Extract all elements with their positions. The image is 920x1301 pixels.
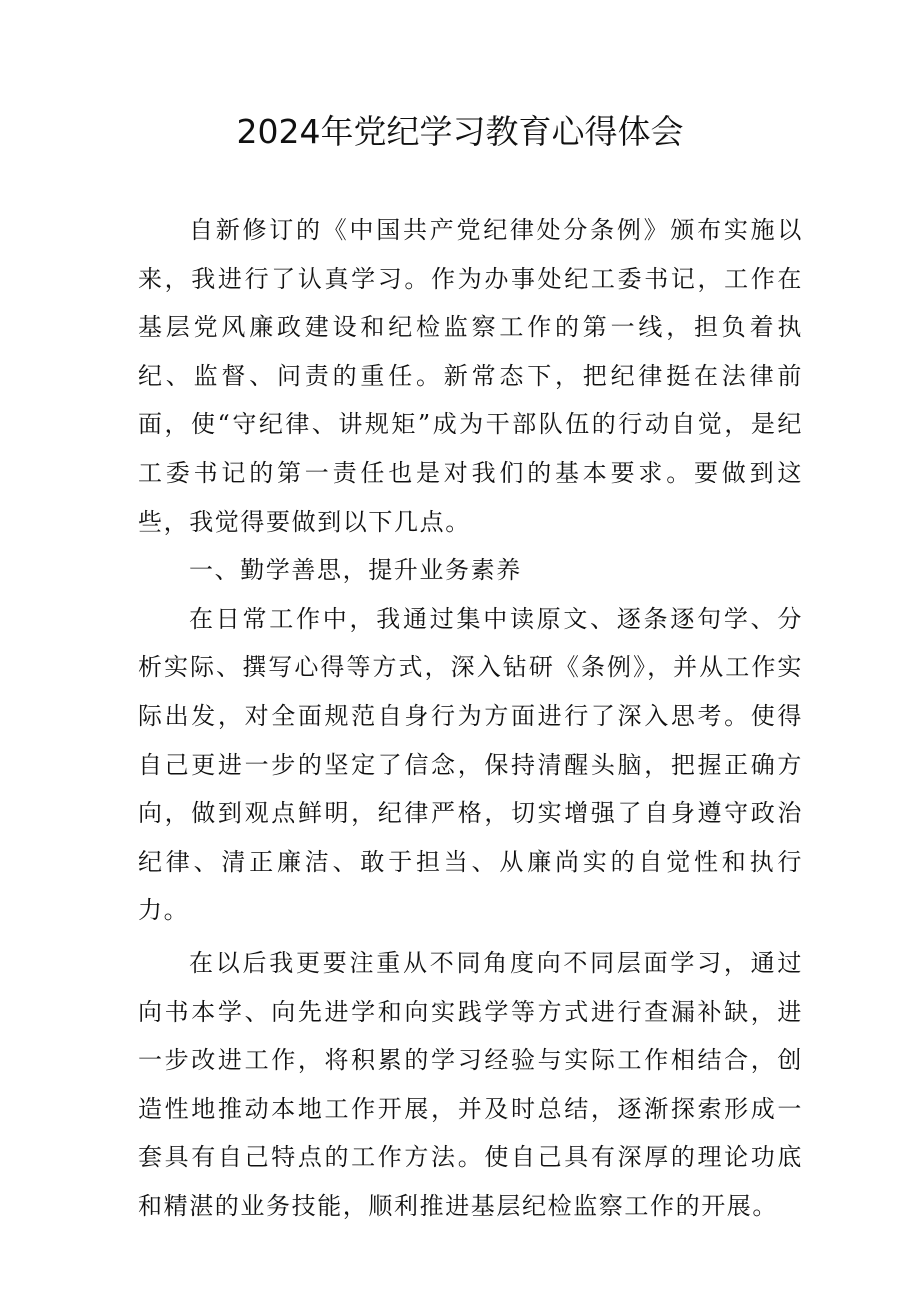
paragraph-intro: 自新修订的《中国共产党纪律处分条例》颁布实施以来，我进行了认真学习。作为办事处纪工委书记，工作在基层党风廉政建设和纪检监察工作的第一线，担负着执纪、监督、问责的重任。新常态下，把纪律挺在法律前面，使“守纪律、讲规矩”成为干部队伍的行动自觉，是纪工委书记的第一责任也是对我们的基本要求。要做到这些，我觉得要做到以下几点。 (138, 216, 803, 536)
section-heading-1: 一、勤学善思，提升业务素养 (189, 556, 522, 585)
document-body (138, 206, 803, 1230)
paragraph-section-1: 在日常工作中，我通过集中读原文、逐条逐句学、分析实际、撰写心得等方式，深入钻研《条例》，并从工作实际出发，对全面规范自身行为方面进行了深入思考。使得自己更进一步的坚定了信念，保持清醒头脑，把握正确方向，做到观点鲜明，纪律严格，切实增强了自身遵守政治纪律、清正廉洁、敢于担当、从廉尚实的自觉性和执行力。 (138, 604, 803, 925)
paragraph-section-1-continued: 在以后我更要注重从不同角度向不同层面学习，通过向书本学、向先进学和向实践学等方式进行查漏补缺，进一步改进工作，将积累的学习经验与实际工作相结合，创造性地推动本地工作开展，并及时总结，逐渐探索形成一套具有自己特点的工作方法。使自己具有深厚的理论功底和精湛的业务技能，顺利推进基层纪检监察工作的开展。 (138, 948, 803, 1220)
document-title: 2024年党纪学习教育心得体会 (236, 112, 684, 151)
